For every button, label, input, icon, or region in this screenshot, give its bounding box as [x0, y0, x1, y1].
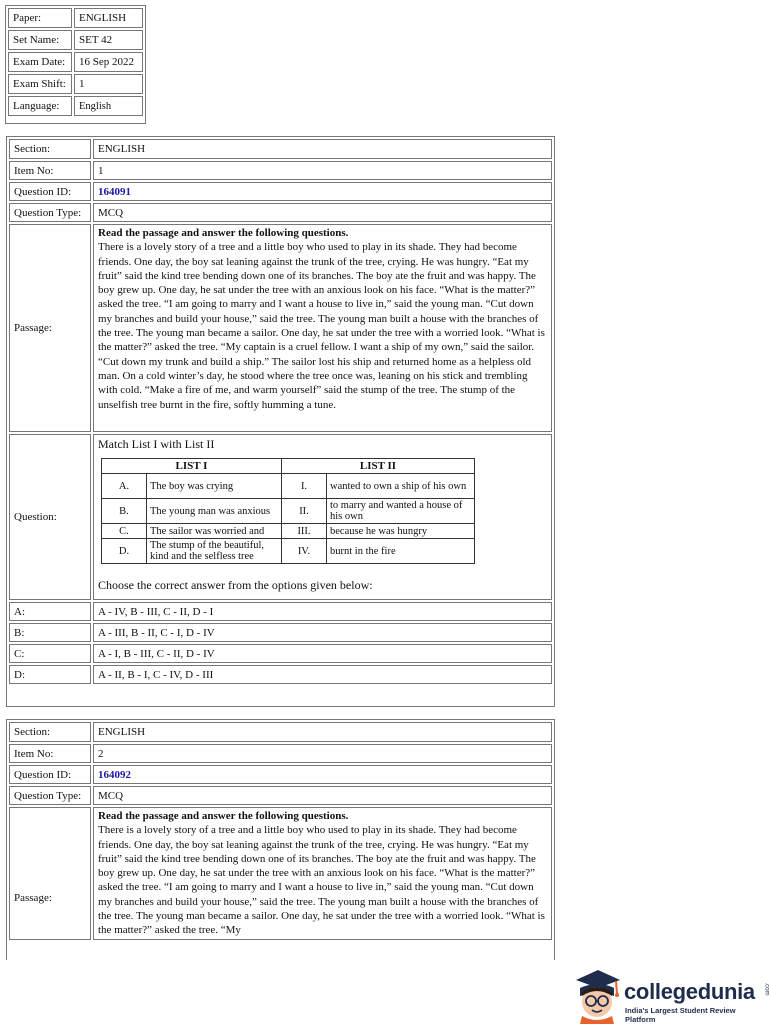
option-row-a[interactable]	[9, 602, 552, 621]
field-label: Question Type:	[9, 786, 91, 805]
field-label: Question:	[9, 434, 91, 600]
list1-key: B.	[102, 499, 147, 524]
match-header-row	[102, 459, 475, 474]
field-label: Item No:	[9, 161, 91, 180]
collegedunia-logo[interactable]	[568, 964, 768, 1024]
field-label: Question ID:	[9, 182, 91, 201]
list2-header: LIST II	[282, 459, 475, 474]
row-item	[9, 161, 552, 180]
info-value-shift: 1	[74, 74, 143, 94]
row-question-type	[9, 786, 552, 805]
row-question-id	[9, 765, 552, 784]
question-id: 164092	[93, 765, 552, 784]
option-label: B:	[9, 623, 91, 642]
option-label: D:	[9, 665, 91, 684]
row-item	[9, 744, 552, 763]
match-row	[102, 539, 475, 564]
list2-text: wanted to own a ship of his own	[327, 474, 475, 499]
passage-cell	[93, 807, 552, 940]
question-outro: Choose the correct answer from the options given below:	[98, 578, 373, 592]
list1-text: The boy was crying	[147, 474, 282, 499]
info-label: Language:	[8, 96, 72, 116]
match-row	[102, 499, 475, 524]
row-section	[9, 722, 552, 742]
question-cell	[93, 434, 552, 600]
question-block-1	[6, 136, 555, 707]
list2-key: III.	[282, 524, 327, 539]
info-row-language	[8, 96, 143, 116]
info-value-language: English	[74, 96, 143, 116]
info-value-date: 16 Sep 2022	[74, 52, 143, 72]
question-block-2	[6, 719, 555, 960]
brand-name: collegedunia	[624, 979, 755, 1004]
info-label: Exam Shift:	[8, 74, 72, 94]
passage-cell	[93, 224, 552, 432]
match-row	[102, 474, 475, 499]
question-id: 164091	[93, 182, 552, 201]
passage-text: There is a lovely story of a tree and a little boy who used to play in its shade. They had become friends. One day, the boy sat leaning against the trunk of the tree, crying. He was hungry. “Eat my fruit” said the kind tree bending down one of its branches. The boy ate the fruit and was happy. The boy grew up. One day, he sat under the tree with an anxious look on his face. “What is the matter?” asked the tree. “I am going to marry and I want a house to live in,” said the young man. “Cut down my branches and build your house,” said the tree. The young man built a house with the branches of the tree. The young man became a sailor. One day, he sat under the tree with a worried look. “What is the matter?” asked the tree. “My	[98, 824, 545, 937]
match-row	[102, 524, 475, 539]
question-table-1	[7, 137, 554, 686]
list2-key: II.	[282, 499, 327, 524]
exam-info-box	[5, 5, 146, 124]
info-label: Paper:	[8, 8, 72, 28]
exam-info-table	[6, 6, 145, 118]
option-label: A:	[9, 602, 91, 621]
row-question-type	[9, 203, 552, 222]
row-passage	[9, 807, 552, 940]
list2-text: to marry and wanted a house of his own	[327, 499, 475, 524]
brand-suffix: .com	[763, 982, 770, 996]
field-label: Section:	[9, 722, 91, 742]
match-table	[101, 458, 475, 564]
info-label: Exam Date:	[8, 52, 72, 72]
info-row-paper	[8, 8, 143, 28]
option-text[interactable]: A - IV, B - III, C - II, D - I	[93, 602, 552, 621]
brand-tagline: India's Largest Student Review Platform	[625, 1006, 736, 1024]
list2-text: burnt in the fire	[327, 539, 475, 564]
list2-key: IV.	[282, 539, 327, 564]
field-label: Question Type:	[9, 203, 91, 222]
option-text[interactable]: A - I, B - III, C - II, D - IV	[93, 644, 552, 663]
row-passage	[9, 224, 552, 432]
passage-heading: Read the passage and answer the following questions.	[98, 810, 349, 822]
list1-key: A.	[102, 474, 147, 499]
list1-header: LIST I	[102, 459, 282, 474]
list1-text: The young man was anxious	[147, 499, 282, 524]
list2-text: because he was hungry	[327, 524, 475, 539]
question-type: MCQ	[93, 203, 552, 222]
field-label: Passage:	[9, 224, 91, 432]
info-row-shift	[8, 74, 143, 94]
passage-heading: Read the passage and answer the following questions.	[98, 227, 349, 239]
info-row-date	[8, 52, 143, 72]
item-number: 1	[93, 161, 552, 180]
list2-key: I.	[282, 474, 327, 499]
field-label: Passage:	[9, 807, 91, 940]
list1-key: C.	[102, 524, 147, 539]
field-label: Section:	[9, 139, 91, 159]
question-type: MCQ	[93, 786, 552, 805]
option-row-d[interactable]	[9, 665, 552, 684]
field-label: Item No:	[9, 744, 91, 763]
option-row-c[interactable]	[9, 644, 552, 663]
item-number: 2	[93, 744, 552, 763]
question-intro: Match List I with List II	[98, 437, 215, 451]
passage-text: There is a lovely story of a tree and a little boy who used to play in its shade. They had become friends. One day, the boy sat leaning against the trunk of the tree, crying. He was hungry. “Eat my fruit” said the kind tree bending down one of its branches. The boy ate the fruit and was happy. The boy grew up. One day, he sat under the tree with an anxious look on his face. “What is the matter?” asked the tree. “I am going to marry and I want a house to live in,” said the young man. “Cut down my branches and build your house,” said the tree. The young man built a house with the branches of the tree. The young man became a sailor. One day, he sat under the tree with a worried look. “What is the matter?” asked the tree. “My captain is a cruel fellow. I want a ship of my own,” said the sailor. “Cut down my trunk and build a ship.” The sailor lost his ship and returned home as a helpless old man. On a cold winter’s day, he stood where the tree once was, leaning on his stick and trembling with cold. “Make a fire of me, and warm yourself” said the stump of the tree. The stump of the unselfish tree burnt in the fire, softly humming a tune.	[98, 241, 545, 411]
row-question	[9, 434, 552, 600]
list1-key: D.	[102, 539, 147, 564]
info-label: Set Name:	[8, 30, 72, 50]
info-value-paper: ENGLISH	[74, 8, 143, 28]
option-text[interactable]: A - III, B - II, C - I, D - IV	[93, 623, 552, 642]
info-row-set	[8, 30, 143, 50]
section-value: ENGLISH	[93, 722, 552, 742]
row-section	[9, 139, 552, 159]
option-row-b[interactable]	[9, 623, 552, 642]
list1-text: The sailor was worried and	[147, 524, 282, 539]
graduate-mascot-icon	[570, 966, 624, 1024]
field-label: Question ID:	[9, 765, 91, 784]
option-text[interactable]: A - II, B - I, C - IV, D - III	[93, 665, 552, 684]
option-label: C:	[9, 644, 91, 663]
question-table-2	[7, 720, 554, 942]
row-question-id	[9, 182, 552, 201]
section-value: ENGLISH	[93, 139, 552, 159]
list1-text: The stump of the beautiful, kind and the selfless tree	[147, 539, 282, 564]
info-value-set: SET 42	[74, 30, 143, 50]
